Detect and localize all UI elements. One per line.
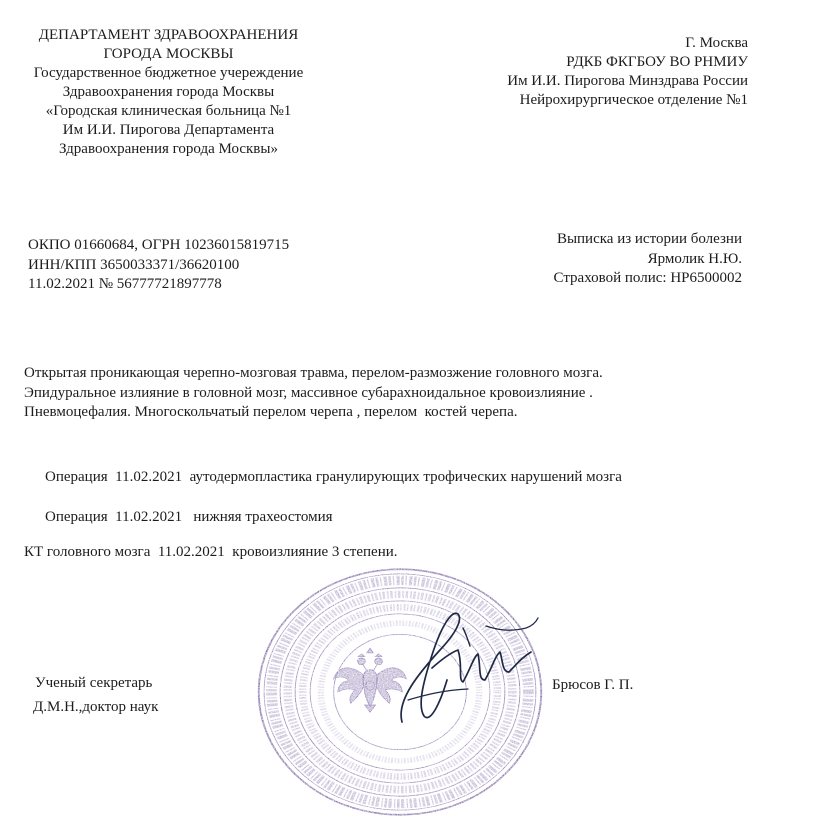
department-name-line: ДЕПАРТАМЕНТ ЗДРАВООХРАНЕНИЯ [38, 27, 299, 43]
patient-name: Ярмолик Н.Ю. [647, 250, 742, 267]
okpo-ogrn-line: ОКПО 01660684, ОГРН 10236015819715 [28, 237, 290, 253]
diagnosis-text [24, 364, 603, 423]
registration-codes [28, 236, 289, 295]
city-name: Г. Москва [685, 35, 748, 51]
diagnosis-line: Пневмоцефалия. Многоскольчатый перелом черепа , перелом костей черепа. [24, 404, 518, 420]
hospital-name-line: «Городская клиническая больница №1 [45, 103, 292, 119]
insurance-policy: Страховой полис: НР6500002 [553, 270, 742, 286]
record-info [554, 230, 742, 289]
diagnosis-line: Эпидуральное излияние в головной мозг, массивное субарахноидальное кровоизлияние . [24, 384, 593, 401]
signature [401, 613, 538, 722]
institution-type-line: Государственное бюджетное учереждение [33, 65, 304, 81]
document-date-number: 11.02.2021 № 56777721897778 [28, 276, 222, 292]
hospital-namesake-line: Им И.И. Пирогова Департамента [62, 122, 275, 138]
operation-entry: Операция 11.02.2021 нижняя трахеостомия [45, 509, 333, 525]
official-stamp [259, 569, 541, 815]
recipient-block [507, 34, 748, 110]
institution-authority-line: Здравоохранения города Москвы [62, 84, 275, 100]
signatory-title: Ученый секретарь [35, 675, 153, 691]
recipient-ministry: Им И.И. Пирогова Минздрава России [507, 73, 748, 89]
double-headed-eagle-icon [334, 648, 407, 712]
recipient-institution: РДКБ ФКГБОУ ВО РНМИУ [566, 54, 748, 70]
signatory-degree: Д.М.Н.,доктор наук [33, 699, 159, 715]
diagnosis-line: Открытая проникающая черепно-мозговая травма, перелом-размозжение головного мозга. [24, 365, 603, 381]
ct-entry: КТ головного мозга 11.02.2021 кровоизлияние 3 степени. [24, 544, 398, 560]
department-city-line: ГОРОДА МОСКВЫ [103, 46, 234, 62]
signatory-name: Брюсов Г. П. [552, 677, 634, 693]
operation-entry: Операция 11.02.2021 аутодермопластика гранулирующих трофических нарушений мозга [45, 469, 622, 485]
hospital-authority-line: Здравоохранения города Москвы» [59, 141, 278, 157]
inn-kpp-line: ИНН/КПП 3650033371/36620100 [28, 256, 240, 273]
issuing-authority-block [0, 26, 337, 159]
recipient-department: Нейрохирургическое отделение №1 [519, 92, 748, 108]
record-title: Выписка из истории болезни [556, 231, 742, 247]
